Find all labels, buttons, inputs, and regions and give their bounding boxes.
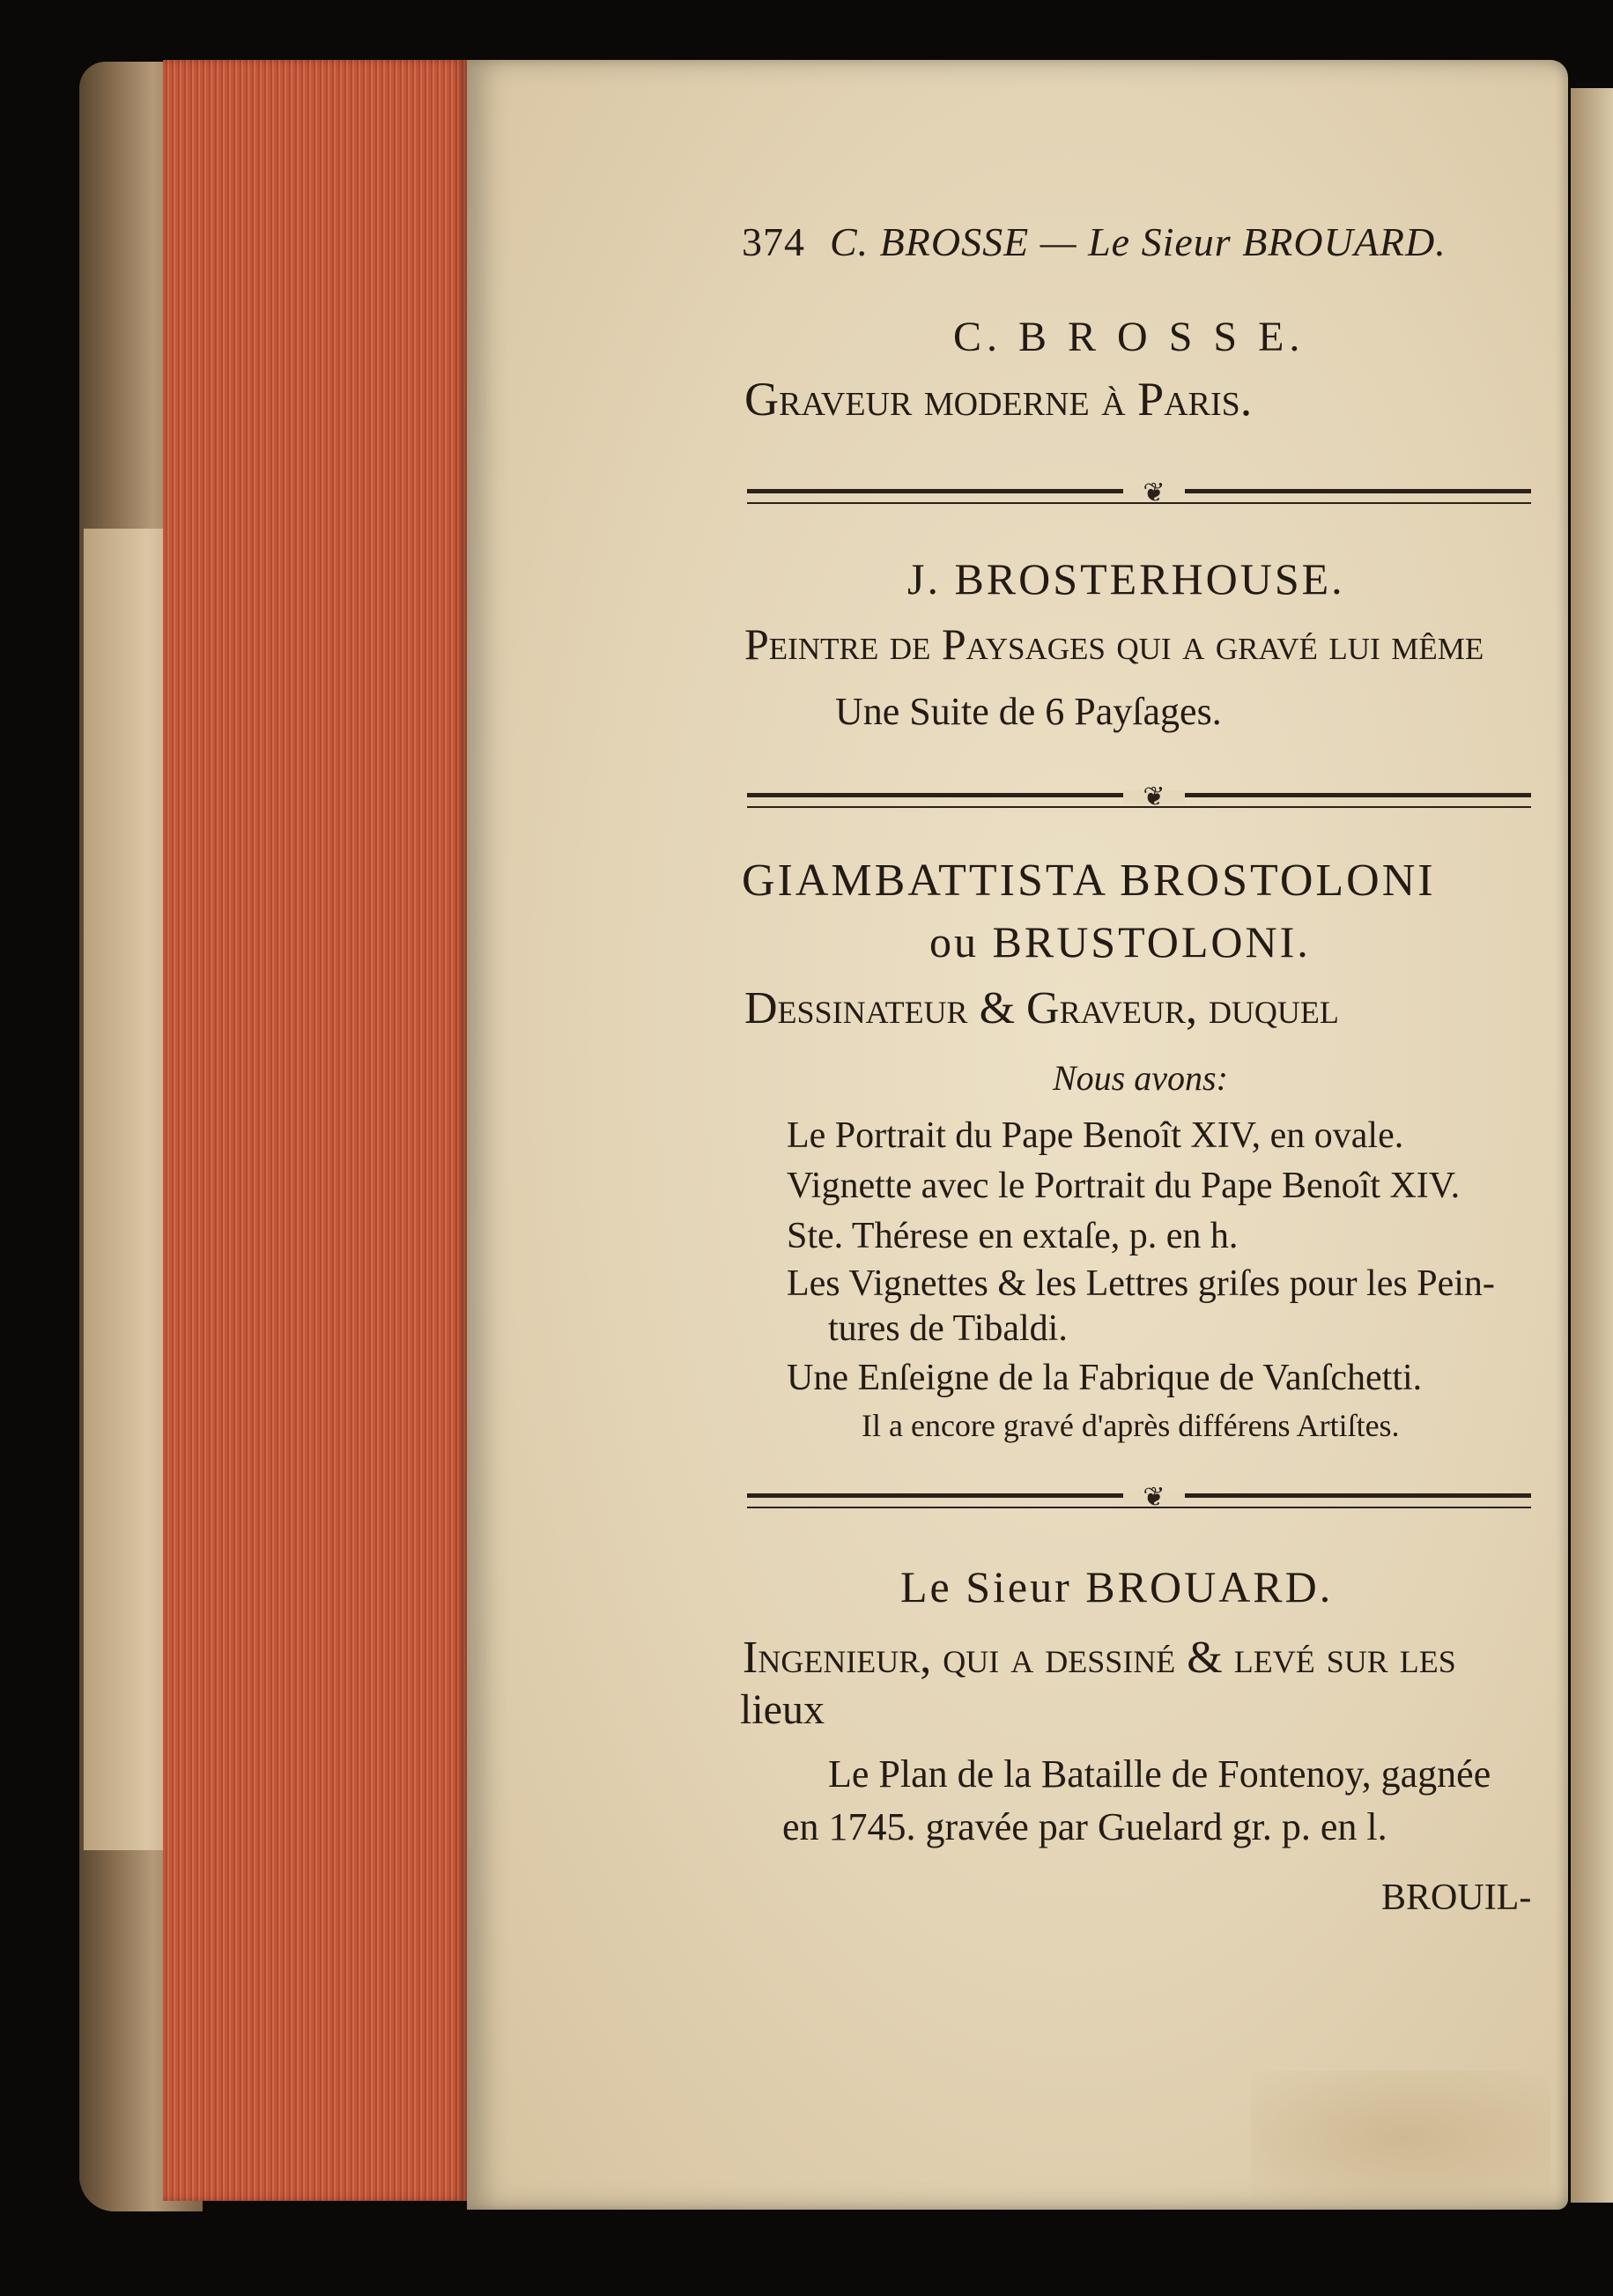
running-head-text: C. BROSSE — Le Sieur BROUARD. xyxy=(830,219,1447,264)
entry-line: lieux xyxy=(740,1686,825,1733)
rule-ornament-icon: ❦ xyxy=(1123,1491,1185,1505)
entry-line: Graveur moderne à Paris. xyxy=(744,373,1253,426)
work-item: Le Portrait du Pape Benoît XIV, en ovale. xyxy=(787,1115,1404,1156)
red-page-edges xyxy=(163,60,467,2201)
work-item: tures de Tibaldi. xyxy=(828,1308,1068,1349)
work-item: Vignette avec le Portrait du Pape Benoît XIV. xyxy=(787,1166,1461,1206)
entry-subhead: Nous avons: xyxy=(1053,1058,1228,1098)
entry-name-brustoloni: ou BRUSTOLONI. xyxy=(929,917,1311,967)
work-item: Ste. Thérese en extaſe, p. en h. xyxy=(787,1216,1239,1256)
work-item: Les Vignettes & les Lettres griſes pour les Pein- xyxy=(787,1263,1495,1304)
water-stain xyxy=(1251,2070,1550,2203)
entry-line: Le Plan de la Bataille de Fontenoy, gagnée xyxy=(828,1752,1491,1796)
entry-note: Il a encore gravé d'après différens Artiſtes. xyxy=(862,1408,1400,1443)
entry-name-brostoloni: GIAMBATTISTA BROSTOLONI xyxy=(742,855,1436,906)
entry-name-brosse: C. B R O S S E. xyxy=(953,314,1306,360)
entry-line: Une Suite de 6 Payſages. xyxy=(835,690,1222,733)
catchword: BROUIL- xyxy=(1381,1878,1532,1918)
entry-intro: Dessinateur & Graveur, duquel xyxy=(744,983,1339,1033)
entry-line: Ingenieur, qui a deſſiné & levé ſur les xyxy=(743,1633,1456,1683)
running-header xyxy=(742,218,1447,265)
work-item: Une Enſeigne de la Fabrique de Vanſchetti. xyxy=(787,1358,1423,1398)
entry-line: Peintre de Payſages qui a gravé lui même xyxy=(744,619,1484,669)
facing-page-edge xyxy=(1571,88,1613,2203)
entry-line: en 1745. gravée par Guelard gr. p. en l. xyxy=(782,1805,1387,1848)
rule-ornament-icon: ❦ xyxy=(1123,486,1185,500)
page-number: 374 xyxy=(742,219,805,264)
rule-ornament-icon: ❦ xyxy=(1123,790,1185,804)
entry-name-brosterhouse: J. BROSTERHOUSE. xyxy=(907,554,1345,604)
entry-name-brouard: Le Sieur BROUARD. xyxy=(900,1562,1334,1611)
